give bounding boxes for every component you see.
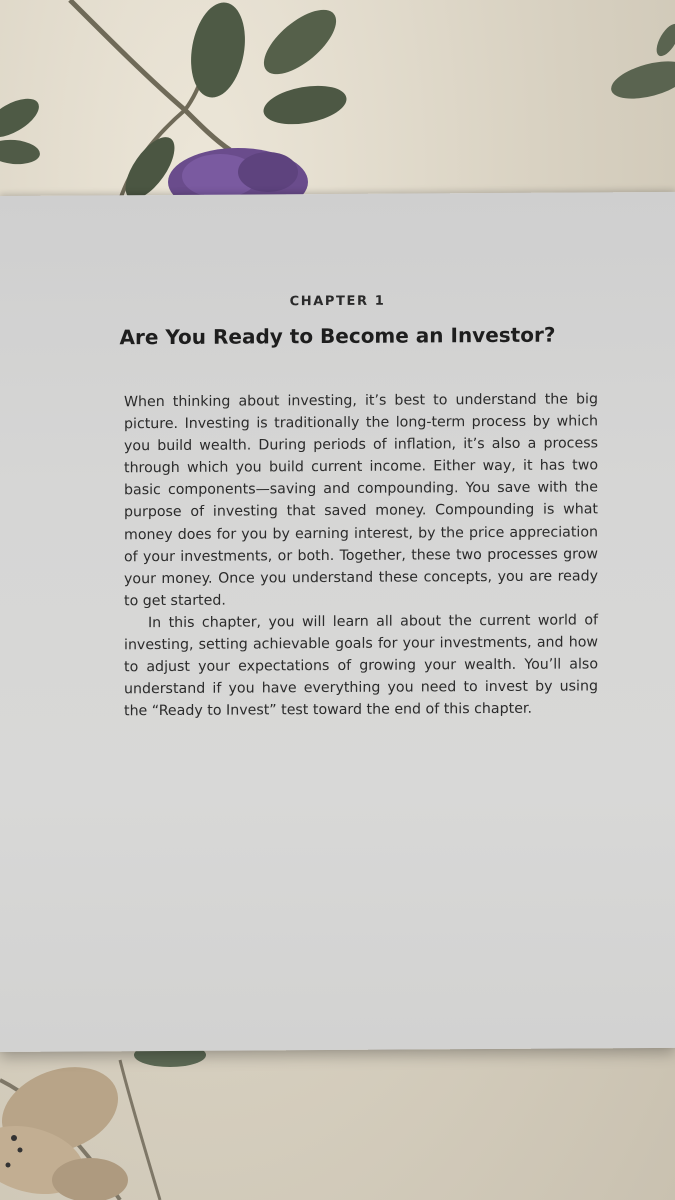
paragraph-2: In this chapter, you will learn all about the current world of investing, setting achievable goals for your investments, and how to adjust your expectations of growing your wealth. You’ll also understand if you have everything you need to invest by using the “Ready to Invest” test toward the end of this chapter.	[124, 612, 598, 720]
chapter-title: Are You Ready to Become an Investor?	[119, 322, 556, 350]
paragraph-1: When thinking about investing, it’s best to understand the big picture. Investing is traditionally the long-term process by which you build wealth. During periods of inflation, it’s also a process through which you build current income. Either way, it has two basic components—saving and compounding. You save with the purpose of investing that saved money. Compounding is what money does for you by earning interest, by the price appreciation of your investments, or both. Together, these two processes grow your money. Once you understand these concepts, you are ready to get started.	[124, 391, 598, 610]
chapter-body	[124, 388, 598, 722]
chapter-label: CHAPTER 1	[289, 293, 386, 310]
book-page	[0, 192, 675, 1052]
